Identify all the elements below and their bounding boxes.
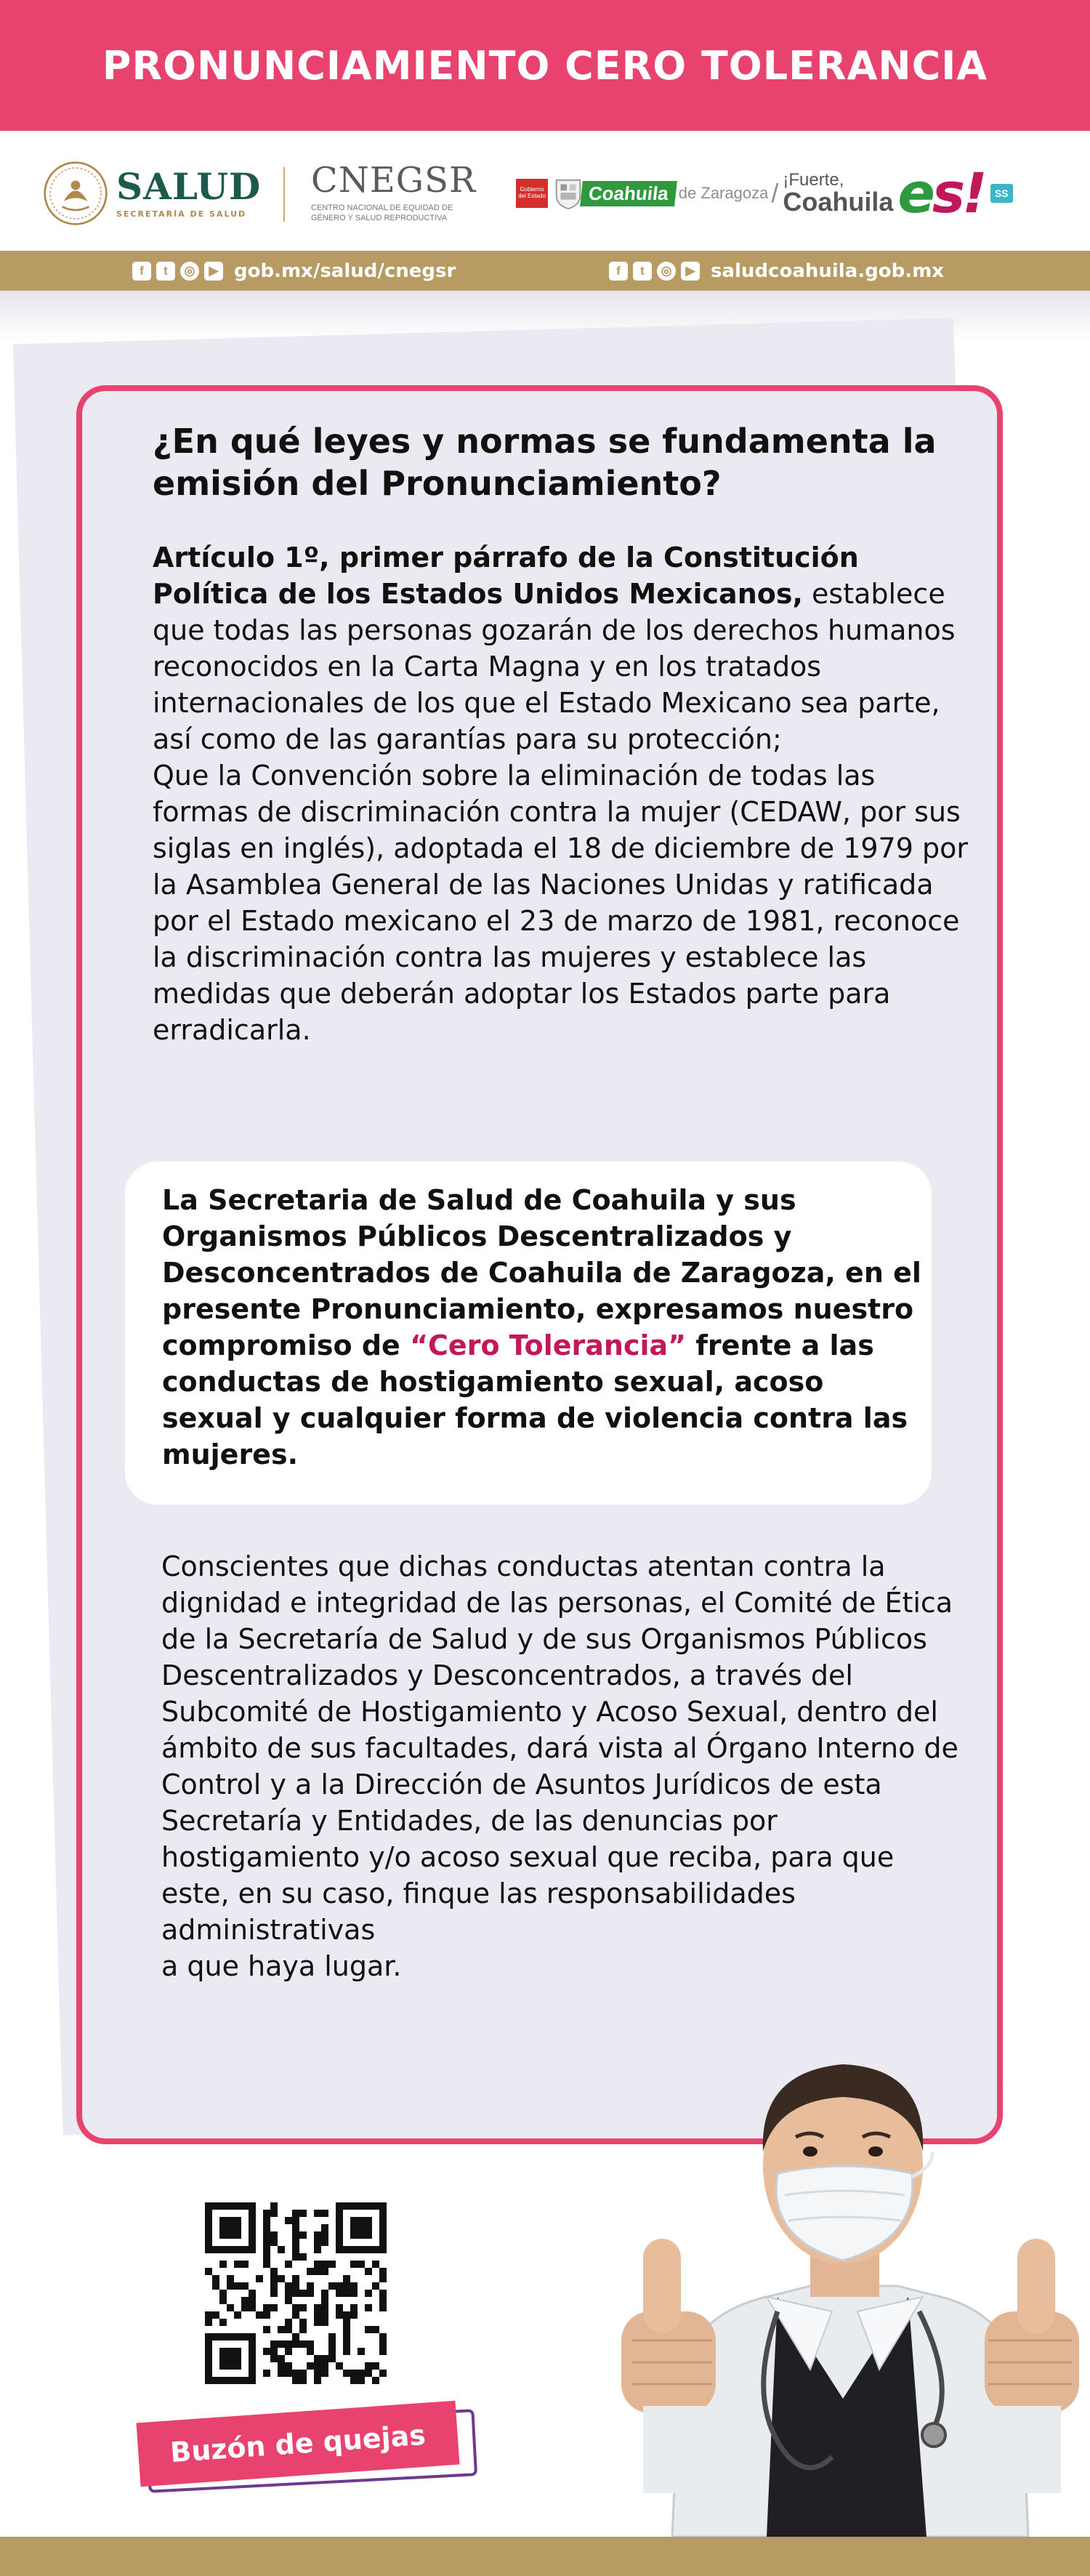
cnegsr-name: CNEGSR	[311, 160, 477, 201]
youtube-icon[interactable]: ▶	[204, 262, 223, 281]
cnegsr-subtitle	[311, 204, 476, 224]
logo-divider	[283, 167, 285, 222]
question-heading: ¿En qué leyes y normas se fundamenta la emisión del Pronunciamiento?	[153, 422, 937, 503]
mexico-seal-icon	[42, 160, 109, 227]
facebook-icon[interactable]: f	[609, 262, 628, 281]
cnegsr-subtitle-line1: CENTRO NACIONAL DE EQUIDAD DE	[311, 204, 453, 212]
fuerte-small: ¡Fuerte,	[783, 170, 844, 190]
header-banner	[0, 0, 1090, 131]
salud-subtitle: SECRETARÍA DE SALUD	[116, 209, 247, 219]
qr-code[interactable]	[205, 2202, 387, 2384]
cedaw-text: Que la Convención sobre la eliminación de todas las formas de discriminación contra la mujer (CEDAW, por sus siglas en inglés), adoptada el 18 de diciembre de 1979 por la Asamblea General de las Naciones Unidas y ratificada por el Estado mexicano el 23 de marzo de 1981, reconoce la discriminación contra las mujeres y establece las medidas que deberán adoptar los Estados parte para erradicarla.	[153, 760, 968, 1046]
logo-strip	[0, 131, 1090, 251]
gobierno-badge	[516, 179, 548, 208]
coahuila-name: Coahuila	[580, 181, 677, 206]
logo-slash: /	[771, 178, 779, 208]
page-title: PRONUNCIAMIENTO CERO TOLERANCIA	[102, 42, 988, 89]
fuerte-big: Coahuila	[783, 187, 894, 217]
zero-tolerance-highlight: “Cero Tolerancia”	[410, 1329, 687, 1361]
gobierno-line1: Gobierno	[520, 186, 544, 193]
social-url-left[interactable]: gob.mx/salud/cnegsr	[234, 259, 456, 282]
commitment-text	[162, 1182, 925, 1473]
article-text: establece que todas las personas gozarán de los derechos humanos reconocidos en la Carta Magna y en los tratados internacionales de los que el Estado Mexicano sea parte, así como de las garantías para su protección;	[153, 578, 956, 755]
complaint-box-button[interactable]: Buzón de quejas	[136, 2401, 459, 2487]
ss-badge: SS	[990, 184, 1013, 203]
complaint-wrap	[138, 2412, 458, 2476]
coahuila-suffix: de Zaragoza	[678, 184, 769, 202]
twitter-icon[interactable]: t	[633, 262, 652, 281]
commitment-text-end: frente a las conductas de hostigamiento sexual, acoso sexual y cualquier forma de violencia contra las mujeres.	[162, 1329, 908, 1470]
cnegsr-subtitle-line2: GÉNERO Y SALUD REPRODUCTIVA	[311, 213, 448, 222]
doctor-thumbs-up-image	[592, 1933, 1090, 2537]
salud-logo	[42, 160, 261, 227]
salud-name: SALUD	[116, 164, 262, 208]
closing-last-line: a que haya lugar.	[161, 1950, 402, 1982]
social-group-left	[132, 251, 456, 291]
fuerte-coahuila-logo	[783, 172, 893, 215]
article-bold: Artículo 1º, primer párrafo de la Constitución Política de los Estados Unidos Mexicanos,	[153, 542, 859, 610]
youtube-icon[interactable]: ▶	[681, 262, 700, 281]
facebook-icon[interactable]: f	[132, 262, 151, 281]
social-url-right[interactable]: saludcoahuila.gob.mx	[711, 259, 944, 282]
es-logo-s: s!	[932, 161, 985, 225]
commitment-text-start: La Secretaria de Salud de Coahuila y sus Organismos Públicos Descentralizados y Desconcentrados de Coahuila de Zaragoza, en el presente Pronunciamiento, expresamos nuestro compromiso de	[162, 1184, 921, 1361]
instagram-icon[interactable]: ◎	[180, 262, 199, 281]
social-bar	[0, 251, 1090, 291]
twitter-icon[interactable]: t	[156, 262, 175, 281]
es-logo-e: e	[897, 161, 932, 225]
closing-text	[161, 1548, 961, 1984]
legal-basis-text	[153, 539, 974, 1048]
closing-paragraph: Conscientes que dichas conductas atentan contra la dignidad e integridad de las personas, el Comité de Ética de la Secretaría de Salud y de sus Organismos Públicos Descentralizados y Desconcentrados, a través del Subcomité de Hostigamiento y Acoso Sexual, dentro del ámbito de sus facultades, dará vista al Órgano Interno de Control y a la Dirección de Asuntos Jurídicos de esta Secretaría y Entidades, de las denuncias por hostigamiento y/o acoso sexual que reciba, para que este, en su caso, finque las responsabilidades administrativas	[161, 1550, 958, 1946]
cnegsr-logo	[311, 160, 477, 224]
gobierno-line2: del Estado	[518, 193, 546, 199]
es-logo	[897, 161, 985, 225]
instagram-icon[interactable]: ◎	[657, 262, 676, 281]
social-group-right	[609, 251, 944, 291]
footer-bar	[0, 2537, 1090, 2576]
coahuila-logo	[516, 161, 1013, 225]
